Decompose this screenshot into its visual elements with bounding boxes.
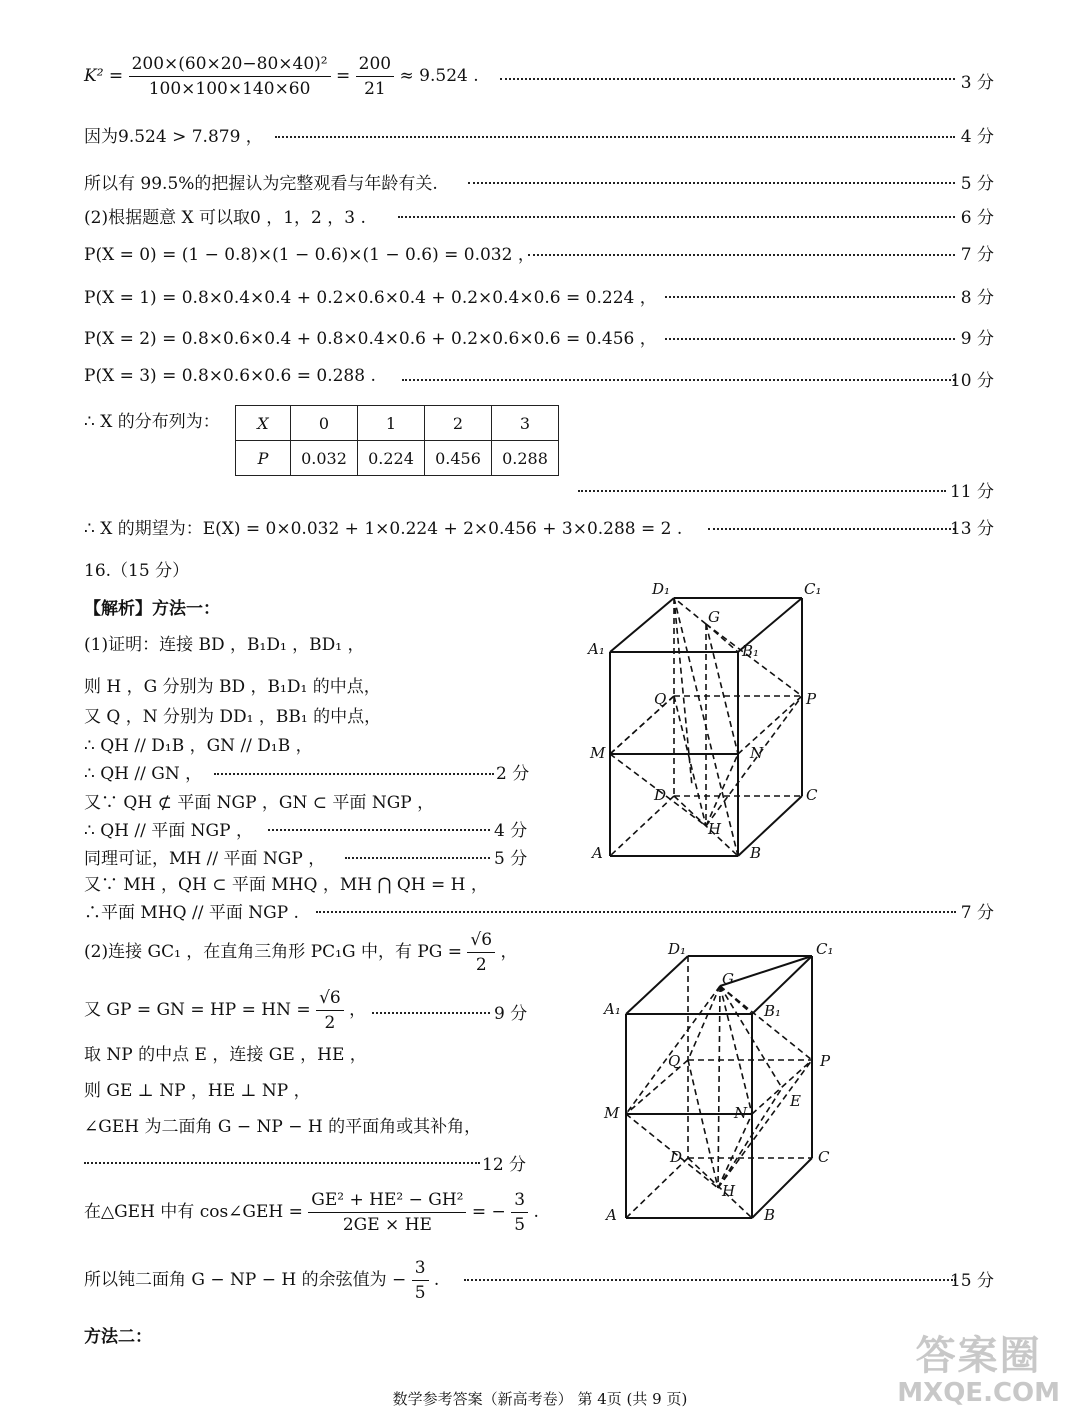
label-P: P bbox=[820, 1052, 831, 1070]
part2-text: 所以钝二面角 G − NP − H 的余弦值为 − bbox=[84, 1270, 407, 1290]
frac-numerator: GE² + HE² − GH² bbox=[308, 1188, 466, 1213]
conclusion-line: 所以有 99.5%的把握认为完整观看与年龄有关. bbox=[84, 174, 438, 194]
score-label: 7 分 bbox=[960, 245, 994, 265]
table-row bbox=[236, 406, 559, 441]
label-B: B bbox=[750, 844, 762, 862]
score-label: 2 分 bbox=[496, 764, 530, 784]
table-row bbox=[236, 441, 559, 476]
label-A: A bbox=[606, 1206, 617, 1224]
label-P: P bbox=[806, 690, 817, 708]
p2-line: P(X = 2) = 0.8×0.6×0.4 + 0.8×0.4×0.6 + 0.2×0.6×0.6 = 0.456 ， bbox=[84, 329, 657, 349]
frac-numerator: √6 bbox=[316, 986, 344, 1011]
part2-line: 取 NP 的中点 E ，连接 GE ，HE ， bbox=[84, 1045, 367, 1065]
part2-text: 又 GP = GN = HP = HN = bbox=[84, 1000, 311, 1020]
sqrt6-over-2 bbox=[316, 986, 344, 1035]
label-E: E bbox=[790, 1092, 801, 1110]
label-Q: Q bbox=[668, 1052, 681, 1070]
prism-figure-1 bbox=[580, 576, 830, 866]
label-N: N bbox=[734, 1104, 748, 1122]
label-C1: C₁ bbox=[804, 580, 822, 598]
dot-leader bbox=[398, 216, 955, 218]
part2-line: ∠GEH 为二面角 G − NP − H 的平面角或其补角， bbox=[84, 1117, 482, 1137]
dot-leader bbox=[464, 1279, 956, 1281]
table-cell: 0.224 bbox=[358, 441, 425, 476]
label-G: G bbox=[722, 970, 734, 988]
dot-leader bbox=[468, 182, 955, 184]
dot-leader bbox=[275, 136, 955, 138]
because-line: 因为9.524 > 7.879 ， bbox=[84, 127, 263, 147]
proof-line: ∴ QH // GN ， bbox=[84, 764, 203, 784]
proof-line: (1)证明：连接 BD ，B₁D₁ ，BD₁ ， bbox=[84, 635, 365, 655]
watermark-line-1: 答案圈 bbox=[915, 1333, 1042, 1379]
score-label: 10 分 bbox=[949, 371, 994, 391]
part2-text: (2)连接 GC₁ ，在直角三角形 PC₁G 中，有 PG = bbox=[84, 942, 463, 962]
table-cell: 3 bbox=[492, 406, 559, 441]
part2-line-1 bbox=[84, 928, 517, 977]
k2-numerator: 200×(60×20−80×40)² bbox=[129, 52, 331, 77]
punct: . bbox=[433, 1270, 440, 1290]
dot-leader bbox=[578, 490, 946, 492]
table-cell: P bbox=[236, 441, 291, 476]
frac-numerator: 3 bbox=[511, 1188, 528, 1213]
label-C1: C₁ bbox=[816, 940, 834, 958]
k2-result: ≈ 9.524 . bbox=[399, 66, 479, 86]
score-label: 9 分 bbox=[494, 1004, 528, 1024]
score-label: 5 分 bbox=[494, 849, 528, 869]
proof-line: ∴平面 MHQ // 平面 NGP . bbox=[84, 903, 299, 923]
k2-value-numerator: 200 bbox=[356, 52, 394, 77]
sqrt6-over-2 bbox=[467, 928, 495, 977]
part2-line: 则 GE ⊥ NP ，HE ⊥ NP ， bbox=[84, 1081, 311, 1101]
label-A1: A₁ bbox=[588, 640, 605, 658]
score-label: 8 分 bbox=[960, 288, 994, 308]
dot-leader bbox=[500, 78, 955, 80]
label-N: N bbox=[750, 744, 764, 762]
label-B1: B₁ bbox=[742, 642, 760, 660]
watermark-logo bbox=[897, 1333, 1060, 1408]
score-label: 12 分 bbox=[482, 1155, 527, 1175]
p1-line: P(X = 1) = 0.8×0.4×0.4 + 0.2×0.6×0.4 + 0.2×0.4×0.6 = 0.224 ， bbox=[84, 288, 657, 308]
score-label: 7 分 bbox=[960, 903, 994, 923]
table-cell: 0.456 bbox=[425, 441, 492, 476]
label-G: G bbox=[708, 608, 720, 626]
k2-formula bbox=[84, 52, 479, 101]
distribution-label: ∴ X 的分布列为： bbox=[84, 412, 220, 432]
label-A1: A₁ bbox=[604, 1000, 621, 1018]
part2-line-2 bbox=[84, 986, 366, 1035]
dot-leader bbox=[345, 857, 490, 859]
k2-lhs: K² = bbox=[84, 66, 124, 86]
label-H: H bbox=[708, 820, 722, 838]
frac-denominator: 2 bbox=[324, 1013, 336, 1033]
three-fifths bbox=[412, 1256, 429, 1305]
label-M: M bbox=[604, 1104, 620, 1122]
cosine-formula bbox=[84, 1188, 539, 1237]
prism-figure-2 bbox=[598, 936, 848, 1226]
dot-leader bbox=[268, 829, 490, 831]
dot-leader bbox=[665, 296, 955, 298]
proof-line: 又 Q ，N 分别为 DD₁ ，BB₁ 的中点， bbox=[84, 707, 382, 727]
expectation-line: ∴ X 的期望为：E(X) = 0×0.032 + 1×0.224 + 2×0.456 + 3×0.288 = 2 . bbox=[84, 519, 683, 539]
score-label: 3 分 bbox=[960, 73, 994, 93]
three-fifths bbox=[511, 1188, 528, 1237]
frac-numerator: √6 bbox=[467, 928, 495, 953]
score-label: 5 分 bbox=[960, 174, 994, 194]
table-cell: 0.288 bbox=[492, 441, 559, 476]
label-B: B bbox=[764, 1206, 776, 1224]
punct: ， bbox=[500, 942, 518, 962]
cosine-fraction bbox=[308, 1188, 466, 1237]
part2-text: 在△GEH 中有 cos∠GEH = bbox=[84, 1202, 303, 1222]
frac-denominator: 5 bbox=[414, 1283, 426, 1303]
k2-value-denominator: 21 bbox=[364, 79, 386, 99]
label-B1: B₁ bbox=[764, 1002, 782, 1020]
dot-leader bbox=[528, 254, 955, 256]
dot-leader bbox=[665, 338, 955, 340]
score-label: 9 分 bbox=[960, 329, 994, 349]
dot-leader bbox=[402, 379, 955, 381]
page-footer: 数学参考答案（新高考卷） 第 4页 (共 9 页) bbox=[392, 1390, 688, 1408]
dot-leader bbox=[214, 773, 494, 775]
score-label: 4 分 bbox=[960, 127, 994, 147]
dot-leader bbox=[84, 1162, 480, 1164]
final-answer-line bbox=[84, 1256, 439, 1305]
table-cell: 0 bbox=[291, 406, 358, 441]
label-D: D bbox=[654, 786, 667, 804]
proof-line: ∴ QH // 平面 NGP ， bbox=[84, 821, 253, 841]
method2-heading: 方法二： bbox=[84, 1327, 152, 1347]
analysis-heading: 【解析】方法一： bbox=[84, 599, 220, 619]
punct: ， bbox=[349, 1000, 367, 1020]
table-cell: X bbox=[236, 406, 291, 441]
label-Q: Q bbox=[654, 690, 667, 708]
frac-denominator: 2 bbox=[475, 955, 487, 975]
table-cell: 2 bbox=[425, 406, 492, 441]
table-cell: 0.032 bbox=[291, 441, 358, 476]
proof-line: 同理可证，MH // 平面 NGP ， bbox=[84, 849, 326, 869]
proof-line: 又∵ MH ，QH ⊂ 平面 MHQ ，MH ⋂ QH = H ， bbox=[84, 875, 488, 895]
proof-line: 又∵ QH ⊄ 平面 NGP ，GN ⊂ 平面 NGP ， bbox=[84, 793, 435, 813]
score-label: 11 分 bbox=[949, 482, 994, 502]
k2-value-fraction bbox=[356, 52, 394, 101]
score-label: 15 分 bbox=[949, 1271, 994, 1291]
label-D1: D₁ bbox=[652, 580, 671, 598]
proof-line: ∴ QH // D₁B ，GN // D₁B ， bbox=[84, 736, 313, 756]
label-H: H bbox=[722, 1182, 736, 1200]
label-A: A bbox=[592, 844, 603, 862]
frac-denominator: 2GE × HE bbox=[342, 1215, 432, 1235]
equals-minus: = − bbox=[471, 1202, 506, 1222]
part2-line: (2)根据题意 X 可以取0 ，1，2 ，3 . bbox=[84, 208, 366, 228]
dot-leader bbox=[316, 911, 956, 913]
score-label: 6 分 bbox=[960, 208, 994, 228]
p3-line: P(X = 3) = 0.8×0.6×0.6 = 0.288 . bbox=[84, 366, 376, 386]
frac-denominator: 5 bbox=[514, 1215, 526, 1235]
label-C: C bbox=[806, 786, 818, 804]
dot-leader bbox=[708, 528, 955, 530]
score-label: 13 分 bbox=[949, 519, 994, 539]
p0-line: P(X = 0) = (1 − 0.8)×(1 − 0.6)×(1 − 0.6) = 0.032 ， bbox=[84, 245, 535, 265]
frac-numerator: 3 bbox=[412, 1256, 429, 1281]
dot-leader bbox=[372, 1012, 490, 1014]
distribution-table bbox=[235, 405, 559, 476]
label-D1: D₁ bbox=[668, 940, 687, 958]
label-D: D bbox=[670, 1148, 683, 1166]
score-label: 4 分 bbox=[494, 821, 528, 841]
label-C: C bbox=[818, 1148, 830, 1166]
label-M: M bbox=[590, 744, 606, 762]
k2-denominator: 100×100×140×60 bbox=[148, 79, 311, 99]
question-header: 16.（15 分） bbox=[84, 561, 190, 581]
k2-fraction bbox=[129, 52, 331, 101]
proof-line: 则 H ，G 分别为 BD ，B₁D₁ 的中点， bbox=[84, 677, 381, 697]
table-cell: 1 bbox=[358, 406, 425, 441]
k2-equals: = bbox=[336, 66, 351, 86]
punct: . bbox=[533, 1202, 539, 1222]
watermark-line-2: MXQE.COM bbox=[897, 1378, 1060, 1408]
